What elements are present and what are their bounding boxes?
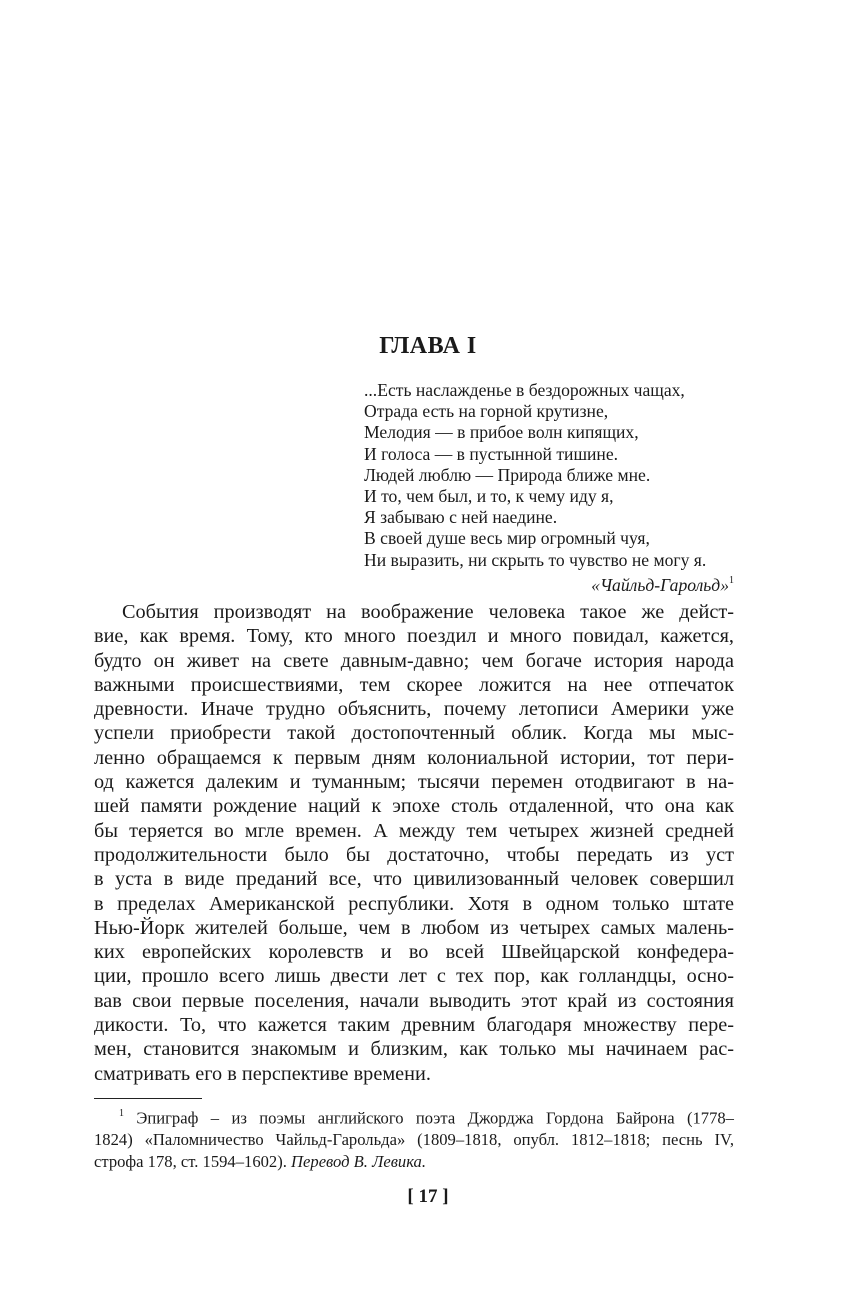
paragraph-line: в пределах Американской республики. Хотя в одном только штате [94,892,734,915]
epigraph-line: Мелодия — в прибое волн кипящих, [364,422,639,443]
footnote-translator: Перевод В. Левика. [291,1151,426,1171]
footnote [94,1104,734,1172]
epigraph-source [364,571,744,596]
body-paragraph [94,600,734,1086]
footnote-line: 1824) «Паломничество Чайльд-Гарольда» (1809–1818, опубл. 1812–1818; песнь IV, [94,1130,734,1150]
page-number: [ 17 ] [407,1186,449,1207]
epigraph-line: ...Есть наслажденье в бездорожных чащах, [364,380,685,400]
chapter-title: ГЛАВА I [379,333,477,359]
epigraph-line: Я забываю с ней наедине. [364,507,558,528]
paragraph-line: ции, прошло всего лишь двести лет с тех пор, как голландцы, осно- [94,965,734,988]
epigraph-line: И то, чем был, и то, к чему иду я, [364,486,614,507]
footnote-text: строфа 178, ст. 1594–1602). [94,1151,287,1171]
epigraph-line: Ни выразить, ни скрыть то чувство не могу я. [364,549,707,570]
paragraph-line: древности. Иначе трудно объяснить, почему летописи Америки уже [94,698,734,721]
paragraph-line: будто он живет на свете давным-давно; чем богаче история народа [94,649,734,672]
footnote-line [94,1104,734,1129]
paragraph-line: успели приобрести такой достопочтенный облик. Когда мы мыс- [94,722,734,745]
footnote-line [94,1151,734,1173]
epigraph-line: И голоса — в пустынной тишине. [364,443,619,464]
paragraph-line: вав свои первые поселения, начали выводить этот край из состояния [94,989,734,1012]
paragraph-line: сматривать его в перспективе времени. [94,1062,431,1085]
paragraph-line: мен, становится знакомым и близким, как только мы начинаем рас- [94,1038,734,1061]
footnote-mark: 1 [119,1108,124,1119]
paragraph-line: важными происшествиями, тем скорее ложится на нее отпечаток [94,673,734,696]
paragraph-line: Нью-Йорк жителей больше, чем в любом из четырех самых малень- [94,916,734,939]
epigraph [364,380,744,596]
paragraph-line: События производят на воображение человека такое же дейст- [122,601,734,623]
footnote-divider [94,1098,202,1099]
epigraph-line: Людей люблю — Природа ближе мне. [364,464,651,485]
epigraph-line: В своей душе весь мир огромный чуя, [364,528,650,549]
paragraph-line: од кажется далеким и туманным; тысячи перемен отодвигают в на- [94,771,734,794]
epigraph-line: Отрада есть на горной крутизне, [364,401,609,422]
paragraph-line: дикости. То, что кажется таким древним благодаря множеству пере- [94,1014,734,1037]
paragraph-line: шей памяти рождение наций к эпохе столь отдаленной, что она как [94,795,734,818]
paragraph-line: продолжительности было бы достаточно, чтобы передать из уст [94,843,734,866]
paragraph-line: вие, как время. Тому, кто много поездил и много повидал, кажется, [94,625,734,648]
paragraph-line: бы теряется во мгле времен. А между тем четырех жизней средней [94,819,734,842]
paragraph-line: в уста в виде преданий все, что цивилизованный человек совершил [94,868,734,891]
footnote-reference[interactable]: 1 [729,574,734,586]
epigraph-source-title: «Чайльд-Гарольд» [591,574,729,595]
paragraph-line: ленно обращаемся к первым дням колониальной истории, тот пери- [94,746,734,769]
paragraph-line: ких европейских королевств и во всей Швейцарской конфедера- [94,941,734,964]
footnote-text: Эпиграф – из поэмы английского поэта Джорджа Гордона Байрона (1778– [136,1108,734,1128]
